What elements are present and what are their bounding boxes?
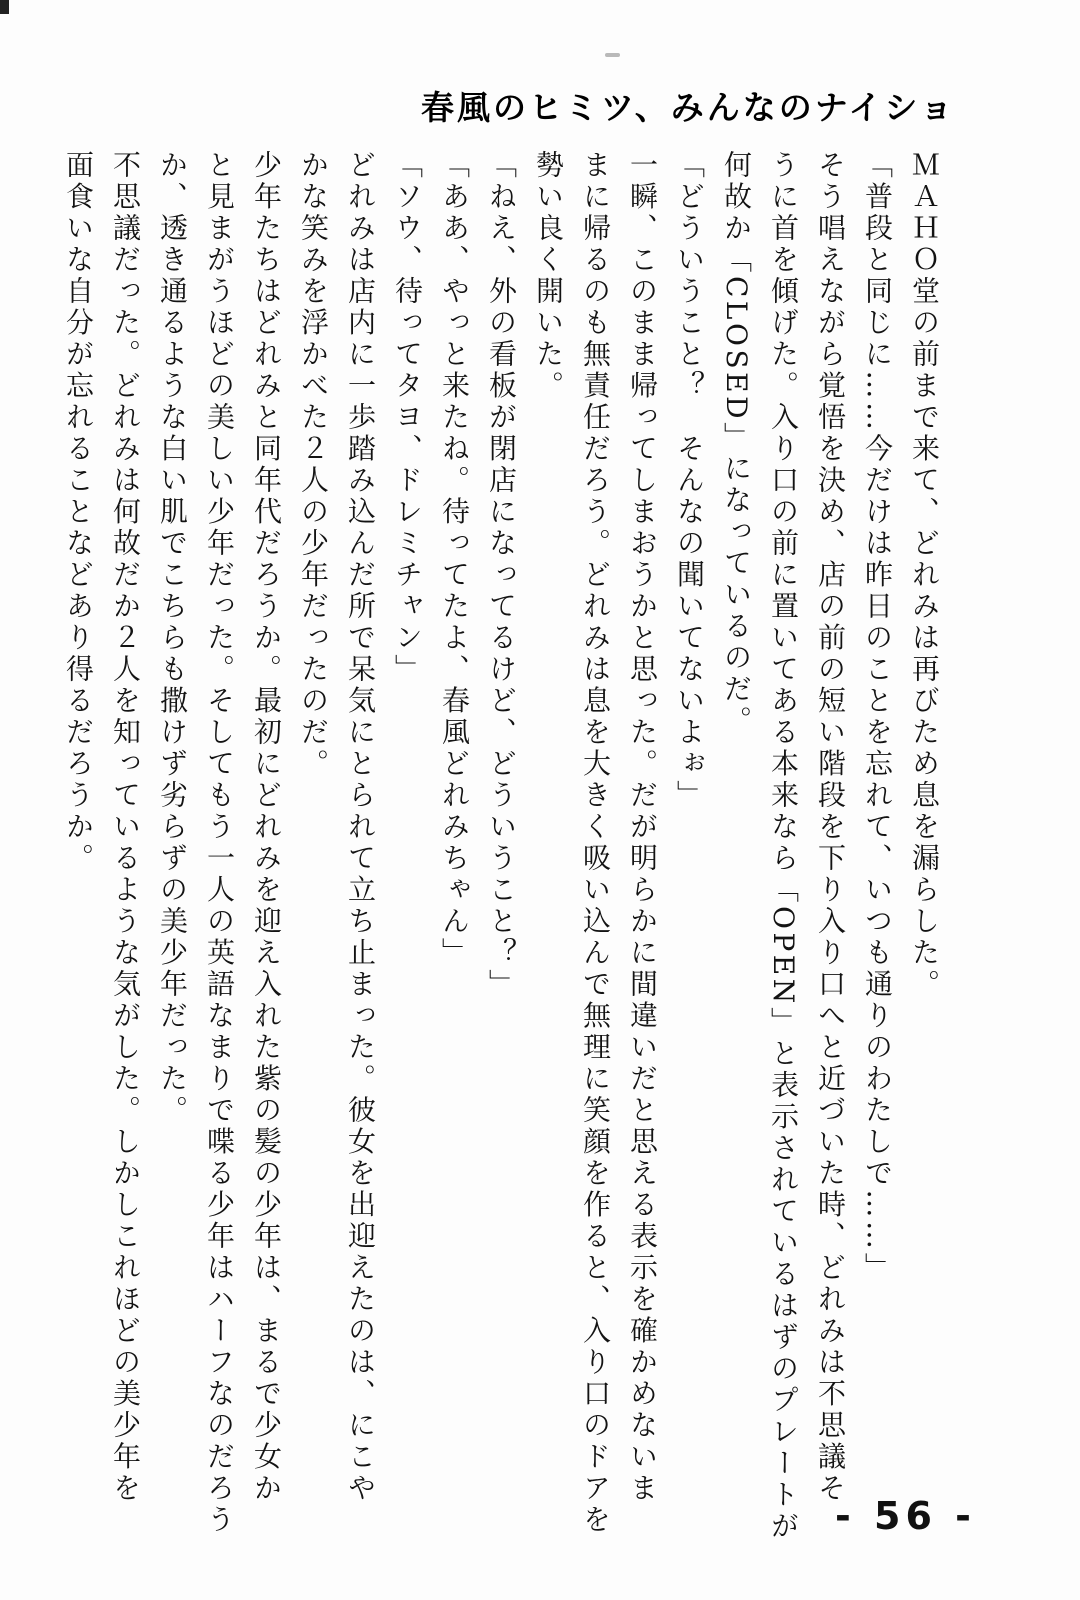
page-title: 春風のヒミツ、みんなのナイショ (421, 88, 956, 127)
scan-artifact-corner (0, 0, 9, 14)
text-column-01: ＭＡＨＯ堂の前まで来て、どれみは再びため息を漏らした。 (908, 150, 941, 1001)
text-column-06: 「どういうこと？ そんなの聞いてないよぉ」 (673, 150, 706, 812)
text-column-12: 「ソウ、待ってタヨ、ドレミチャン」 (391, 150, 424, 686)
text-column-17: か、透き通るような白い肌でこちらも撒けず劣らずの美少年だった。 (156, 150, 189, 1127)
text-column-18: 不思議だった。どれみは何故だか２人を知っているような気がした。しかしこれほどの美少年を (109, 150, 142, 1505)
body-text (55, 150, 948, 1542)
text-column-10: 「ねえ、外の看板が閉店になってるけど、どういうこと？」 (485, 150, 518, 1001)
text-column-08: まに帰るのも無責任だろう。どれみは息を大きく吸い込んで無理に笑顔を作ると、入り口のドアを (579, 150, 612, 1536)
text-column-11: 「ああ、やっと来たね。待ってたよ、春風どれみちゃん」 (438, 150, 471, 969)
text-column-15: 少年たちはどれみと同年代だろうか。最初にどれみを迎え入れた紫の髪の少年は、まるで少女か (250, 150, 283, 1505)
page-number: - 56 - (835, 1494, 976, 1538)
text-column-14: かな笑みを浮かべた２人の少年だったのだ。 (297, 150, 330, 780)
text-column-02: 「普段と同じに……今だけは昨日のことを忘れて、いつも通りのわたしで……」 (861, 150, 894, 1284)
text-column-16: と見まがうほどの美しい少年だった。そしてもう一人の英語なまりで喋る少年はハーフなのだろう (203, 150, 236, 1536)
scan-artifact-dash (605, 53, 620, 57)
text-column-05: 何故か「CLOSED」になっているのだ。 (720, 150, 753, 738)
text-column-09: 勢い良く開いた。 (532, 150, 565, 402)
text-column-04: うに首を傾げた。入り口の前に置いてある本来なら「OPEN」と表示されているはずのプレートが (767, 150, 800, 1543)
text-column-13: どれみは店内に一歩踏み込んだ所で呆気にとられて立ち止まった。彼女を出迎えたのは、にこや (344, 150, 377, 1505)
text-column-19: 面食いな自分が忘れることなどあり得るだろうか。 (62, 150, 95, 875)
text-column-03: そう唱えながら覚悟を決め、店の前の短い階段を下り入り口へと近づいた時、どれみは不思議そ (814, 150, 847, 1505)
text-column-07: 一瞬、このまま帰ってしまおうかと思った。だが明らかに間違いだと思える表示を確かめないま (626, 150, 659, 1505)
